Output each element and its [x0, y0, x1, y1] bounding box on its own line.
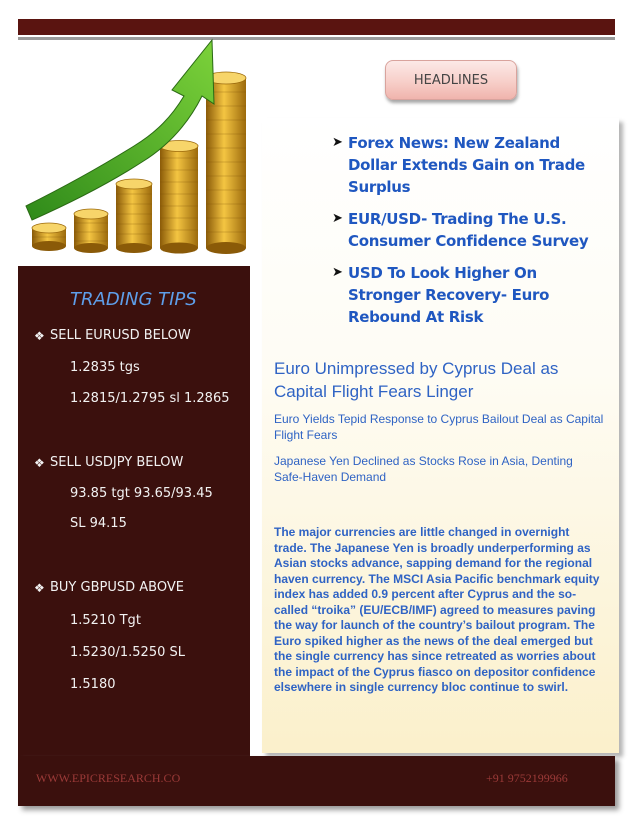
coins-growth-arrow-graphic	[22, 38, 262, 273]
tip-3-line-4: 1.5180	[70, 677, 116, 692]
tip-3-line-2: 1.5210 Tgt	[70, 613, 141, 628]
diamond-bullet-icon: ❖	[34, 456, 45, 470]
coin-stack-2	[74, 209, 108, 253]
headline-item[interactable]	[332, 132, 612, 198]
headlines-button[interactable]	[385, 60, 517, 100]
headline-text: EUR/USD- Trading The U.S. Consumer Confidence Survey	[348, 210, 589, 250]
article-subtitle: Euro Yields Tepid Response to Cyprus Bailout Deal as Capital Flight Fears	[274, 412, 604, 442]
arrow-bullet-icon: ➤	[332, 265, 343, 280]
article-body: The major currencies are little changed in overnight trade. The Japanese Yen is broadly underperforming as Asian stocks advance, sapping demand for the regional haven currency. The MSCI Asia Pacific benchmark equity index has added 0.9 percent after Cyprus and the so-called “troika” (EU/ECB/IMF) agreed to measures paving the way for launch of the country’s bailout program. The Euro spiked higher as the news of the deal emerged but the single currency has since retreated as worries about the impact of the Cyprus fiasco on depositor confidence elsewhere in single currency bloc continue to swirl.	[274, 525, 600, 694]
tip-2-line-3: SL 94.15	[70, 516, 127, 531]
footer-phone: +91 9752199966	[486, 771, 568, 785]
tip-3-line-3: 1.5230/1.5250 SL	[70, 645, 185, 660]
tip-1-line-1: SELL EURUSD BELOW	[50, 328, 191, 343]
trading-tips-title: TRADING TIPS	[70, 289, 197, 310]
article-subtitle-2: Japanese Yen Declined as Stocks Rose in Asia, Denting Safe-Haven Demand	[274, 454, 573, 484]
arrow-bullet-icon: ➤	[332, 135, 343, 150]
headline-text: USD To Look Higher On Stronger Recovery- Euro Rebound At Risk	[348, 264, 550, 326]
arrow-bullet-icon: ➤	[332, 211, 343, 226]
footer-website-link[interactable]: WWW.EPICRESEARCH.CO	[36, 771, 181, 785]
headlines-label: HEADLINES	[413, 72, 489, 88]
tip-1-line-2: 1.2835 tgs	[70, 360, 140, 375]
diamond-bullet-icon: ❖	[34, 329, 45, 343]
tip-2-line-1: SELL USDJPY BELOW	[50, 455, 184, 470]
headline-item[interactable]	[332, 262, 612, 328]
top-banner-bar	[18, 19, 615, 35]
headline-item[interactable]	[332, 208, 612, 252]
article-title: Euro Unimpressed by Cyprus Deal as Capital Flight Fears Linger	[274, 359, 559, 401]
coin-stack-4	[160, 141, 198, 254]
article	[274, 357, 604, 696]
tip-3-line-1: BUY GBPUSD ABOVE	[50, 580, 184, 595]
tip-1-line-3: 1.2815/1.2795 sl 1.2865	[70, 391, 230, 406]
headline-list	[332, 132, 612, 338]
tip-2-line-2: 93.85 tgt 93.65/93.45	[70, 486, 213, 501]
coin-stack-3	[116, 179, 152, 253]
headline-text: Forex News: New Zealand Dollar Extends Gain on Trade Surplus	[348, 134, 585, 196]
diamond-bullet-icon: ❖	[34, 581, 45, 595]
